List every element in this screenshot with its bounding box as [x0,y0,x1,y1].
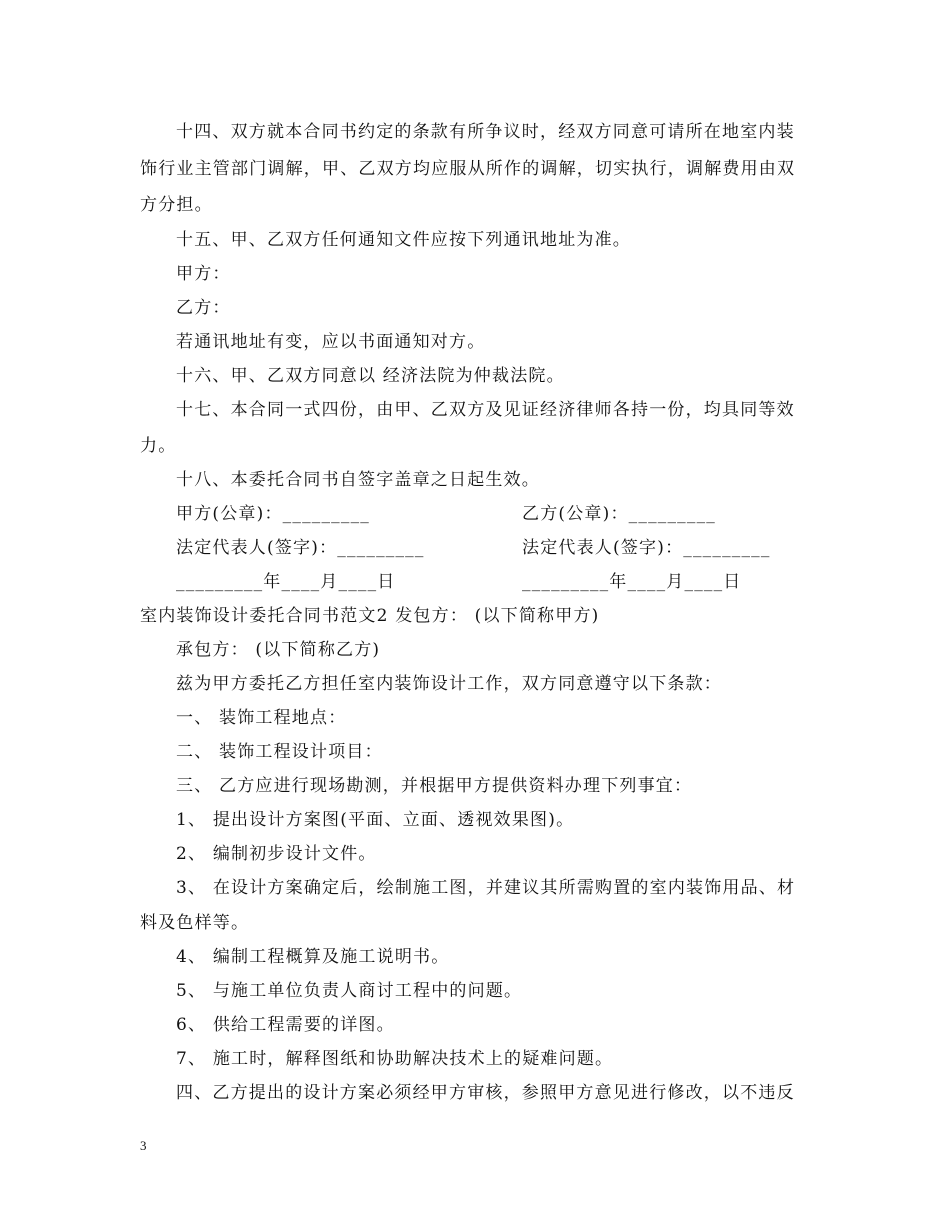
clause-15: 十五、甲、乙双方任何通知文件应按下列通讯地址为准。 [176,230,631,250]
party-a-date: _________年____月____日 [176,572,396,592]
clause-14-line-1: 十四、双方就本合同书约定的条款有所争议时，经双方同意可请所在地室内装 [176,122,795,142]
clause-2: 二、 装饰工程设计项目： [176,742,383,762]
party-a-seal: 甲方(公章)：_________ [176,504,370,524]
clause-1: 一、 装饰工程地点： [176,708,347,728]
clause-14-line-2: 饰行业主管部门调解，甲、乙双方均应服从所作的调解，切实执行，调解费用由双 [140,159,796,179]
address-change-note: 若通讯地址有变，应以书面通知对方。 [176,332,486,352]
page-number: 3 [140,1138,147,1153]
party-b-date: _________年____月____日 [522,572,742,592]
clause-14-line-3: 方分担。 [140,195,213,215]
party-a-representative: 法定代表人(签字)：_________ [176,538,425,558]
intro-line: 兹为甲方委托乙方担任室内装饰设计工作，双方同意遵守以下条款： [176,674,722,694]
party-b-address: 乙方： [176,298,231,318]
item-2: 2、 编制初步设计文件。 [176,844,377,864]
clause-3: 三、 乙方应进行现场勘测，并根据甲方提供资料办理下列事宜： [176,776,693,796]
party-b-seal: 乙方(公章)：_________ [522,504,716,524]
contract-2-title: 室内装饰设计委托合同书范文2 发包方： (以下简称甲方) [140,606,600,626]
clause-17-line-2: 力。 [140,436,177,456]
clause-16: 十六、甲、乙双方同意以 经济法院为仲裁法院。 [176,366,565,386]
item-5: 5、 与施工单位负责人商讨工程中的问题。 [176,981,523,1001]
contractor-line: 承包方： (以下简称乙方) [176,640,381,660]
item-3-line-1: 3、 在设计方案确定后，绘制施工图，并建议其所需购置的室内装饰用品、材 [176,878,796,898]
party-b-representative: 法定代表人(签字)：_________ [522,538,771,558]
clause-4: 四、乙方提出的设计方案必须经甲方审核，参照甲方意见进行修改，以不违反 [176,1083,795,1103]
clause-17-line-1: 十七、本合同一式四份，由甲、乙双方及见证经济律师各持一份，均具同等效 [176,400,795,420]
item-4: 4、 编制工程概算及施工说明书。 [176,947,450,967]
item-7: 7、 施工时，解释图纸和协助解决技术上的疑难问题。 [176,1049,614,1069]
clause-18: 十八、本委托合同书自签字盖章之日起生效。 [176,470,540,490]
party-a-address: 甲方： [176,264,231,284]
item-3-line-2: 料及色样等。 [140,913,250,933]
item-6: 6、 供给工程需要的详图。 [176,1015,395,1035]
item-1: 1、 提出设计方案图(平面、立面、透视效果图)。 [176,810,575,830]
